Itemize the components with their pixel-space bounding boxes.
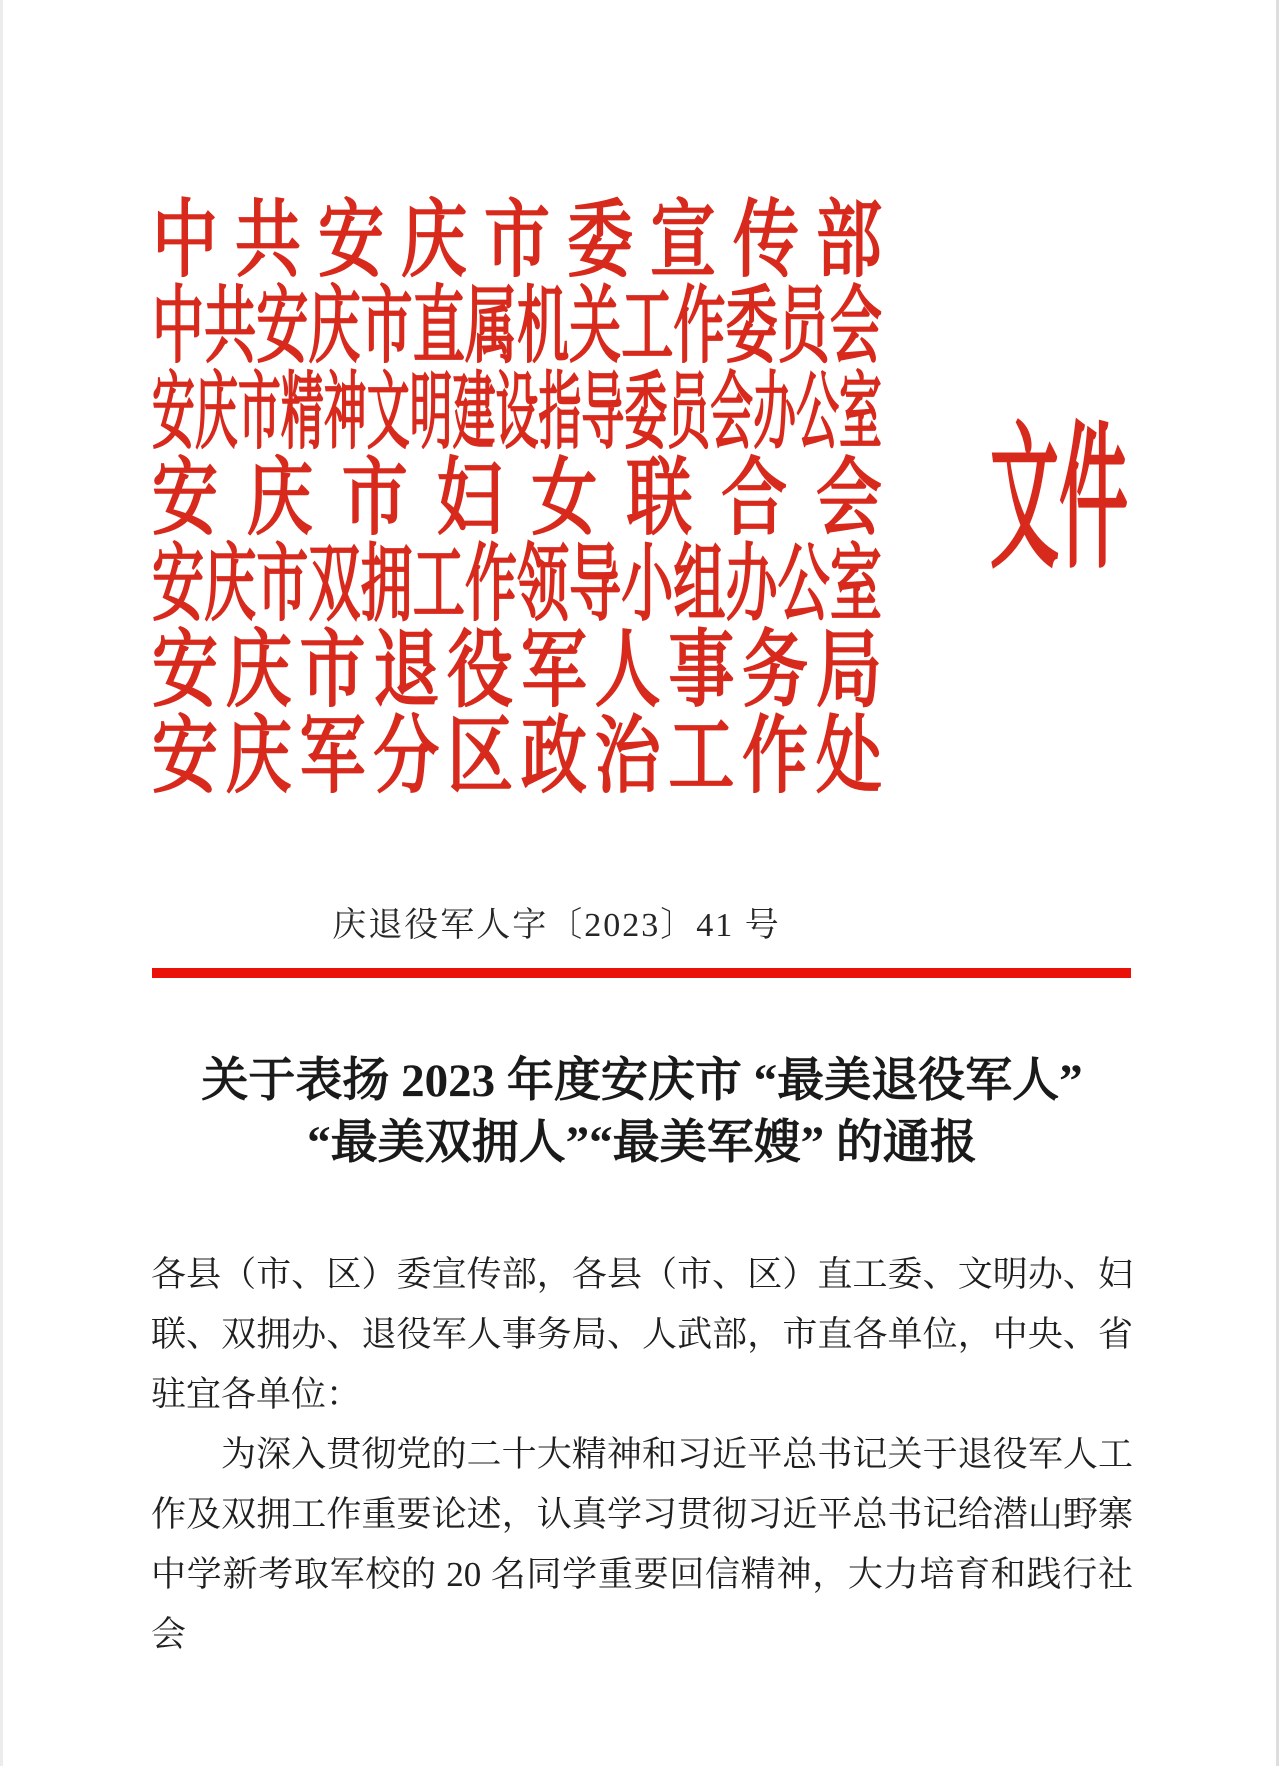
doc-number-text: 庆退役军人字〔2023〕41 号 [332, 907, 781, 944]
body-line: 为深入贯彻党的二十大精神和习近平总书记关于退役军人工 [221, 1435, 1133, 1474]
org-name-text: 安 庆 军 分 区 政 治 工 作 处 [152, 710, 882, 805]
document-body [151, 1245, 1133, 1665]
issuing-organizations [152, 194, 882, 805]
org-name-text: 安庆市双拥工作领导小组办公室 [152, 538, 882, 633]
org-name-text: 中共安庆市直属机关工作委员会 [152, 280, 882, 375]
body-line: 中学新考取军校的 20 名同学重要回信精神，大力培育和践行社会 [151, 1555, 1133, 1654]
page-edge-left [0, 0, 3, 1766]
title-line-1: 关于表扬 2023 年度安庆市 “最美退役军人” [201, 1055, 1083, 1107]
org-name-text: 安 庆 市 妇 女 联 合 会 [152, 452, 882, 547]
body-line: 各县（市、区）委宣传部，各县（市、区）直工委、文明办、妇 [151, 1255, 1133, 1294]
body-line: 联、双拥办、退役军人事务局、人武部，市直各单位，中央、省 [151, 1315, 1133, 1354]
title-line-2: “最美双拥人”“最美军嫂” 的通报 [307, 1117, 977, 1169]
body-line: 驻宜各单位： [151, 1375, 362, 1414]
doc-type-label [990, 413, 1284, 588]
doc-type-text: 文件 [990, 413, 1128, 588]
red-separator-line [152, 968, 1131, 978]
org-line [152, 710, 882, 805]
org-name-text: 安 庆 市 退 役 军 人 事 务 局 [152, 624, 882, 719]
org-name-text: 安庆市精神文明建设指导委员会办公室 [152, 366, 882, 461]
document-title [92, 1050, 1192, 1174]
org-name-text: 中 共 安 庆 市 委 宣 传 部 [152, 194, 882, 289]
body-line: 作及双拥工作重要论述，认真学习贯彻习近平总书记给潜山野寨 [151, 1495, 1133, 1534]
page-edge-right [1276, 0, 1279, 1766]
doc-number [67, 903, 1046, 949]
